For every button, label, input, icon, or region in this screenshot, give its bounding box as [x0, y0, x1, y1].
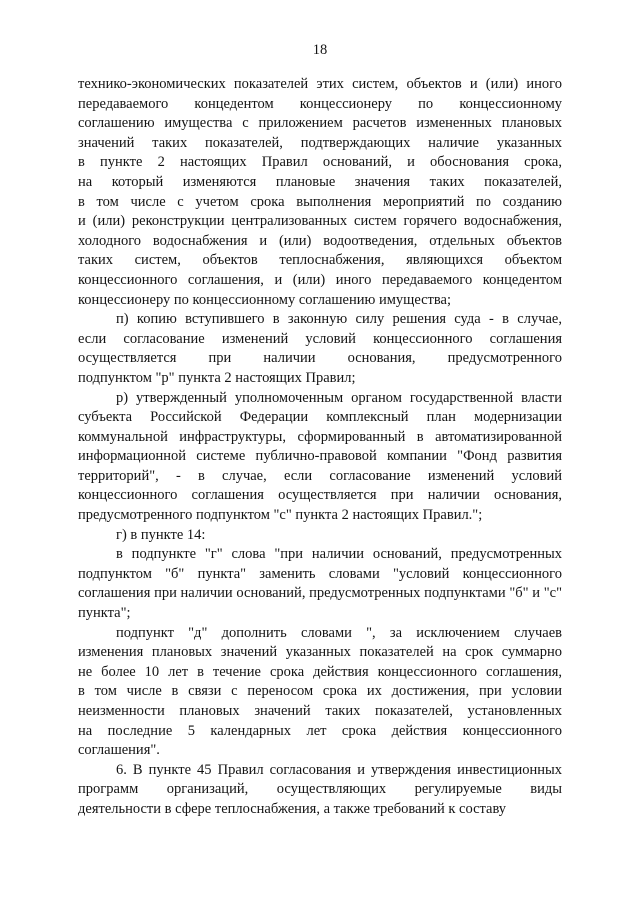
text-line: концессионеру по концессионному соглашению имущества;	[78, 291, 452, 308]
text-line: территорий", - в случае, если согласование изменений условий	[78, 467, 562, 484]
paragraph	[78, 389, 562, 526]
paragraph	[78, 310, 562, 388]
paragraph	[78, 624, 562, 761]
text-line: в подпункте "г" слова "при наличии оснований, предусмотренных	[116, 546, 562, 563]
text-line: в том числе с учетом срока выполнения мероприятий по созданию	[78, 193, 562, 210]
text-line: субъекта Российской Федерации комплексный план модернизации	[78, 409, 562, 426]
text-line: п) копию вступившего в законную силу решения суда - в случае,	[116, 311, 562, 328]
text-line: в пункте 2 настоящих Правил оснований, и обоснования срока,	[78, 154, 562, 171]
text-line: соглашению имущества с приложением расчетов измененных плановых	[78, 115, 562, 132]
text-line: деятельности в сфере теплоснабжения, а также требований к составу	[78, 800, 507, 817]
paragraph	[78, 526, 562, 546]
text-line: на последние 5 календарных лет срока действия концессионного	[78, 722, 562, 739]
text-line: концессионного соглашения осуществляется при наличии основания,	[78, 487, 562, 504]
text-line: и (или) реконструкции централизованных систем горячего водоснабжения,	[78, 213, 562, 230]
text-line: подпункт "д" дополнить словами ", за исключением случаев	[116, 624, 562, 641]
text-line: осуществляется при наличии основания, предусмотренного	[78, 350, 562, 367]
text-line: предусмотренного подпунктом "с" пункта 2 настоящих Правил.";	[78, 507, 483, 524]
text-line: таких систем, объектов теплоснабжения, являющихся объектом	[78, 252, 562, 269]
text-line: г) в пункте 14:	[116, 526, 206, 543]
document-body	[78, 75, 562, 820]
text-line: подпунктом "р" пункта 2 настоящих Правил;	[78, 369, 356, 386]
text-line: программ организаций, осуществляющих регулируемые виды	[78, 781, 562, 798]
text-line: передаваемого концедентом концессионеру по концессионному	[78, 95, 562, 112]
text-line: соглашения при наличии оснований, предусмотренных подпунктами "б" и "с"	[78, 585, 562, 602]
text-line: технико-экономических показателей этих систем, объектов и (или) иного	[78, 76, 562, 92]
text-line: на который изменяются плановые значения таких показателей,	[78, 173, 562, 190]
text-line: в том числе в связи с переносом срока их достижения, при условии	[78, 683, 562, 700]
text-line: соглашения".	[78, 742, 160, 759]
text-line: концессионного соглашения, и (или) иного передаваемого концедентом	[78, 271, 562, 288]
text-line: не более 10 лет в течение срока действия концессионного соглашения,	[78, 663, 562, 680]
paragraph	[78, 761, 562, 820]
text-line: пункта";	[78, 605, 131, 622]
paragraph	[78, 75, 562, 310]
text-line: изменения плановых значений указанных показателей на срок суммарно	[78, 644, 562, 661]
text-line: подпунктом "б" пункта" заменить словами "условий концессионного	[78, 565, 562, 582]
paragraph	[78, 545, 562, 623]
page-number: 18	[312, 42, 328, 58]
text-line: холодного водоснабжения и (или) водоотведения, отдельных объектов	[78, 232, 562, 249]
text-line: коммунальной инфраструктуры, сформированный в автоматизированной	[78, 428, 562, 445]
text-line: значений таких показателей, подтверждающих наличие указанных	[78, 134, 562, 151]
text-line: р) утвержденный уполномоченным органом государственной власти	[116, 389, 562, 406]
text-line: 6. В пункте 45 Правил согласования и утверждения инвестиционных	[116, 761, 562, 778]
text-line: информационной системе публично-правовой компании "Фонд развития	[78, 448, 562, 465]
text-line: неизменности плановых значений таких показателей, установленных	[78, 703, 562, 719]
text-line: если согласование изменений условий концессионного соглашения	[78, 330, 562, 347]
